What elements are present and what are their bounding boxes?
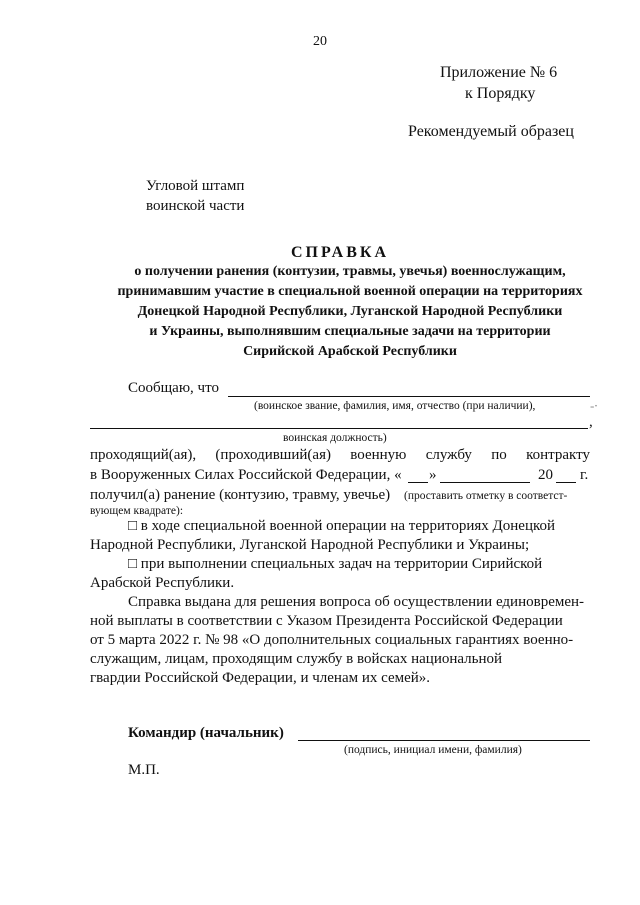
wound-hint-1: (проставить отметку в соответст- [404,490,568,502]
commander-label: Командир (начальник) [128,725,284,741]
month-field[interactable] [440,482,530,483]
sample-label: Рекомендуемый образец [408,123,574,140]
signature-line[interactable] [298,740,590,741]
wound-text: получил(а) ранение (контузию, травму, увечье) [90,487,391,503]
comma: , [589,414,593,430]
position-field-line[interactable] [90,428,588,429]
option-syria-text: □ при выполнении специальных задач на территории Сирийской [128,556,543,572]
service-word: контракту [526,447,590,463]
service-line [90,447,590,464]
service-word: службу [425,447,472,463]
page-number: 20 [313,34,327,49]
subtitle-line: Донецкой Народной Республики, Луганской Народной Республики [137,304,563,319]
issued-line: гвардии Российской Федерации, и членам их семей». [90,670,431,686]
document-title: СПРАВКА [290,244,390,261]
stamp-line-2: воинской части [146,198,245,214]
report-intro: Сообщаю, что [128,380,219,396]
signature-hint: (подпись, инициал имени, фамилия) [344,744,522,756]
appendix-line-1: Приложение № 6 [440,64,558,81]
scan-mark: -∙ [590,398,598,413]
service-word: военную [350,447,407,463]
seal-mark: М.П. [128,762,160,778]
subtitle-line: о получении ранения (контузии, травмы, увечья) военнослужащим, [134,264,566,279]
issued-line: Справка выдана для решения вопроса об осуществлении единовремен- [128,594,585,610]
issued-line: служащим, лицам, проходящим службу в войсках национальной [90,651,503,667]
option-syria-cont: Арабской Республики. [90,575,235,591]
position-field-hint: воинская должность) [283,432,387,444]
option-svo-cont: Народной Республики, Луганской Народной Республики и Украины; [90,537,530,553]
option-svo-text: □ в ходе специальной военной операции на территориях Донецкой [128,518,556,534]
issued-line: от 5 марта 2022 г. № 98 «О дополнительных социальных гарантиях военно- [90,632,574,648]
service-word: (проходивший(ая) [215,447,331,463]
year-prefix: 20 [538,467,553,483]
option-syria[interactable] [128,556,588,573]
subtitle-line: и Украины, выполнявшим специальные задачи на территории [149,324,551,339]
stamp-line-1: Угловой штамп [146,178,245,194]
issued-line: ной выплаты в соответствии с Указом Президента Российской Федерации [90,613,563,629]
name-field-hint: (воинское звание, фамилия, имя, отчество (при наличии), [254,400,536,412]
quote-close: » [429,467,437,483]
name-field-line[interactable] [228,396,590,397]
appendix-line-2: к Порядку [465,85,536,102]
day-field[interactable] [408,482,428,483]
wound-hint-2: вующем квадрате): [90,505,184,517]
subtitle-line: принимавшим участие в специальной военной операции на территориях [117,284,583,299]
service-word: проходящий(ая), [90,447,197,463]
armed-forces-text: в Вооруженных Силах Российской Федерации, « [90,467,402,483]
year-field[interactable] [556,482,576,483]
year-suffix: г. [580,467,589,483]
service-word: по [491,447,507,463]
option-svo[interactable] [128,518,588,535]
subtitle-line: Сирийской Арабской Республики [243,344,457,359]
